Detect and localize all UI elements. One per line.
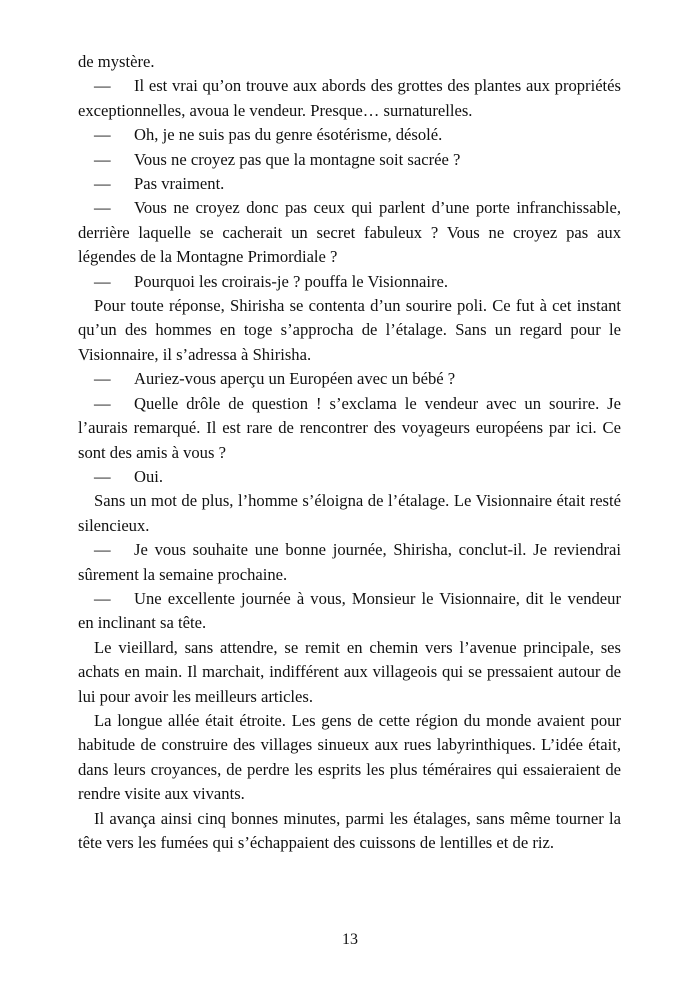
paragraph-4: Le vieillard, sans attendre, se remit en chemin vers l’avenue principale, ses achats en main. Il marchait, indifférent aux villageois qui se pressaient autour de lui pour avoir les meilleurs articles. [78,637,621,706]
em-dash: — [94,76,111,96]
dialogue-line-2: — Oh, je ne suis pas du genre ésotérisme, désolé. [78,123,621,147]
dialogue-line-1: — Il est vrai qu’on trouve aux abords des grottes des plantes aux propriétés exceptionnelles, avoua le vendeur. Presque… surnaturelles. [78,76,621,120]
em-dash: — [94,588,111,608]
paragraph-1: de mystère. [78,52,155,71]
em-dash: — [94,174,111,194]
dialogue-line-9: — Oui. [78,465,621,489]
page-body [78,50,621,855]
em-dash: — [94,198,111,218]
paragraph-6: Il avança ainsi cinq bonnes minutes, parmi les étalages, sans même tourner la tête vers les fumées qui s’échappaient des cuissons de lentilles et de riz. [78,808,621,852]
dialogue-line-6: — Pourquoi les croirais-je ? pouffa le Visionnaire. [78,270,621,294]
em-dash: — [94,271,111,291]
dialogue-line-3: — Vous ne croyez pas que la montagne soit sacrée ? [78,148,621,172]
page-number: 13 [342,931,358,948]
dialogue-line-7: — Auriez-vous aperçu un Européen avec un bébé ? [78,367,621,391]
em-dash: — [94,149,111,169]
dialogue-line-11: — Une excellente journée à vous, Monsieur le Visionnaire, dit le vendeur en inclinant sa tête. [78,588,621,633]
paragraph-3: Sans un mot de plus, l’homme s’éloigna de l’étalage. Le Visionnaire était resté silencieux. [78,491,621,535]
paragraph-2: Pour toute réponse, Shirisha se contenta d’un sourire poli. Ce fut à cet instant qu’un des hommes en toge s’approcha de l’étalage. Sans un regard pour le Visionnaire, il s’adressa à Shirisha. [78,296,621,364]
paragraph-5: La longue allée était étroite. Les gens de cette région du monde avaient pour habitude de construire des villages sinueux aux rues labyrinthiques. L’idée était, dans leurs croyances, de perdre les esprits les plus téméraires qui essaieraient de rendre visite aux vivants. [78,710,621,804]
dialogue-line-8: — Quelle drôle de question ! s’exclama le vendeur avec un sourire. Je l’aurais remarqué. Il est rare de rencontrer des voyageurs européens par ici. Ce sont des amis à vous ? [78,393,621,462]
em-dash: — [94,125,111,145]
dialogue-line-4: — Pas vraiment. [78,172,621,196]
dialogue-line-10: — Je vous souhaite une bonne journée, Shirisha, conclut-il. Je reviendrai sûrement la semaine prochaine. [78,540,621,584]
dialogue-line-5: — Vous ne croyez donc pas ceux qui parlent d’une porte infranchissable, derrière laquelle se cacherait un secret fabuleux ? Vous ne croyez pas aux légendes de la Montagne Primordiale ? [78,198,621,267]
em-dash: — [94,540,111,560]
em-dash: — [94,466,111,486]
em-dash: — [94,393,111,413]
em-dash: — [94,369,111,389]
